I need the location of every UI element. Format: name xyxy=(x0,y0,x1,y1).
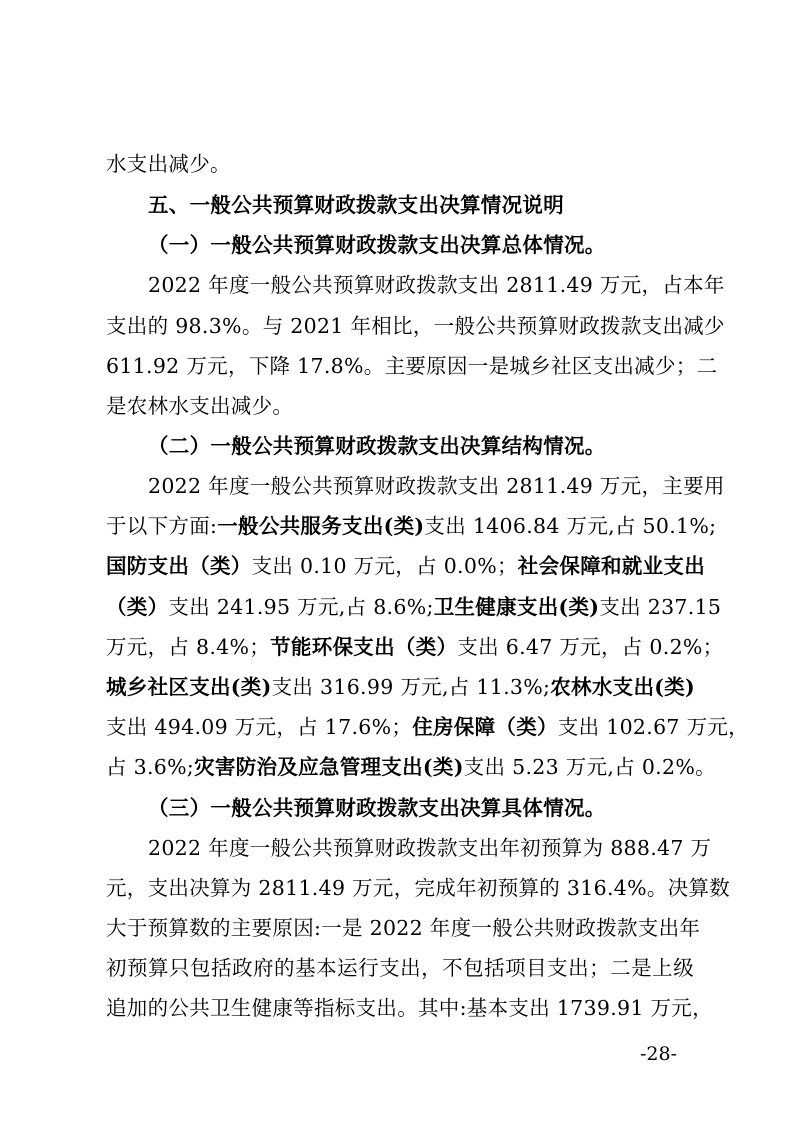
subsection-heading-3: （三）一般公共预算财政拨款支出决算具体情况。 xyxy=(148,796,606,820)
text-line-7: 是农林水支出减少。 xyxy=(106,394,294,418)
text-line-20: 大于预算数的主要原因:一是 2022 年度一般公共财政拨款支出年 xyxy=(106,916,701,940)
text-line-22: 追加的公共卫生健康等指标支出。其中:基本支出 1739.91 万元， xyxy=(106,996,713,1020)
text-line-16: 占 3.6%;灾害防治及应急管理支出(类)支出 5.23 万元,占 0.2%。 xyxy=(106,755,716,779)
text-line-21: 初预算只包括政府的基本运行支出，不包括项目支出；二是上级 xyxy=(106,956,694,980)
section-heading-5: 五、一般公共预算财政拨款支出决算情况说明 xyxy=(148,193,564,217)
text-line-11: 国防支出（类）支出 0.10 万元，占 0.0%；社会保障和就业支出 xyxy=(106,554,705,578)
text-line-12: （类）支出 241.95 万元,占 8.6%;卫生健康支出(类)支出 237.15 xyxy=(106,595,722,619)
text-line-1: 水支出减少。 xyxy=(106,152,231,176)
text-line-5: 支出的 98.3%。与 2021 年相比，一般公共预算财政拨款支出减少 xyxy=(106,314,725,338)
text-line-9: 2022 年度一般公共预算财政拨款支出 2811.49 万元，主要用 xyxy=(148,474,725,498)
subsection-heading-2: （二）一般公共预算财政拨款支出决算结构情况。 xyxy=(148,434,606,458)
text-line-13: 万元，占 8.4%；节能环保支出（类）支出 6.47 万元，占 0.2%； xyxy=(106,635,724,659)
text-line-4: 2022 年度一般公共预算财政拨款支出 2811.49 万元，占本年 xyxy=(148,273,725,297)
text-line-19: 元，支出决算为 2811.49 万元，完成年初预算的 316.4%。决算数 xyxy=(106,876,731,900)
text-line-6: 611.92 万元，下降 17.8%。主要原因一是城乡社区支出减少；二 xyxy=(106,354,718,378)
text-line-10: 于以下方面:一般公共服务支出(类)支出 1406.84 万元,占 50.1%; xyxy=(106,514,717,538)
text-line-14: 城乡社区支出(类)支出 316.99 万元,占 11.3%;农林水支出(类) xyxy=(106,675,696,699)
page-number: -28- xyxy=(640,1043,678,1065)
subsection-heading-1: （一）一般公共预算财政拨款支出决算总体情况。 xyxy=(148,233,606,257)
text-line-15: 支出 494.09 万元，占 17.6%；住房保障（类）支出 102.67 万元， xyxy=(106,715,749,739)
text-line-18: 2022 年度一般公共预算财政拨款支出年初预算为 888.47 万 xyxy=(148,836,712,860)
